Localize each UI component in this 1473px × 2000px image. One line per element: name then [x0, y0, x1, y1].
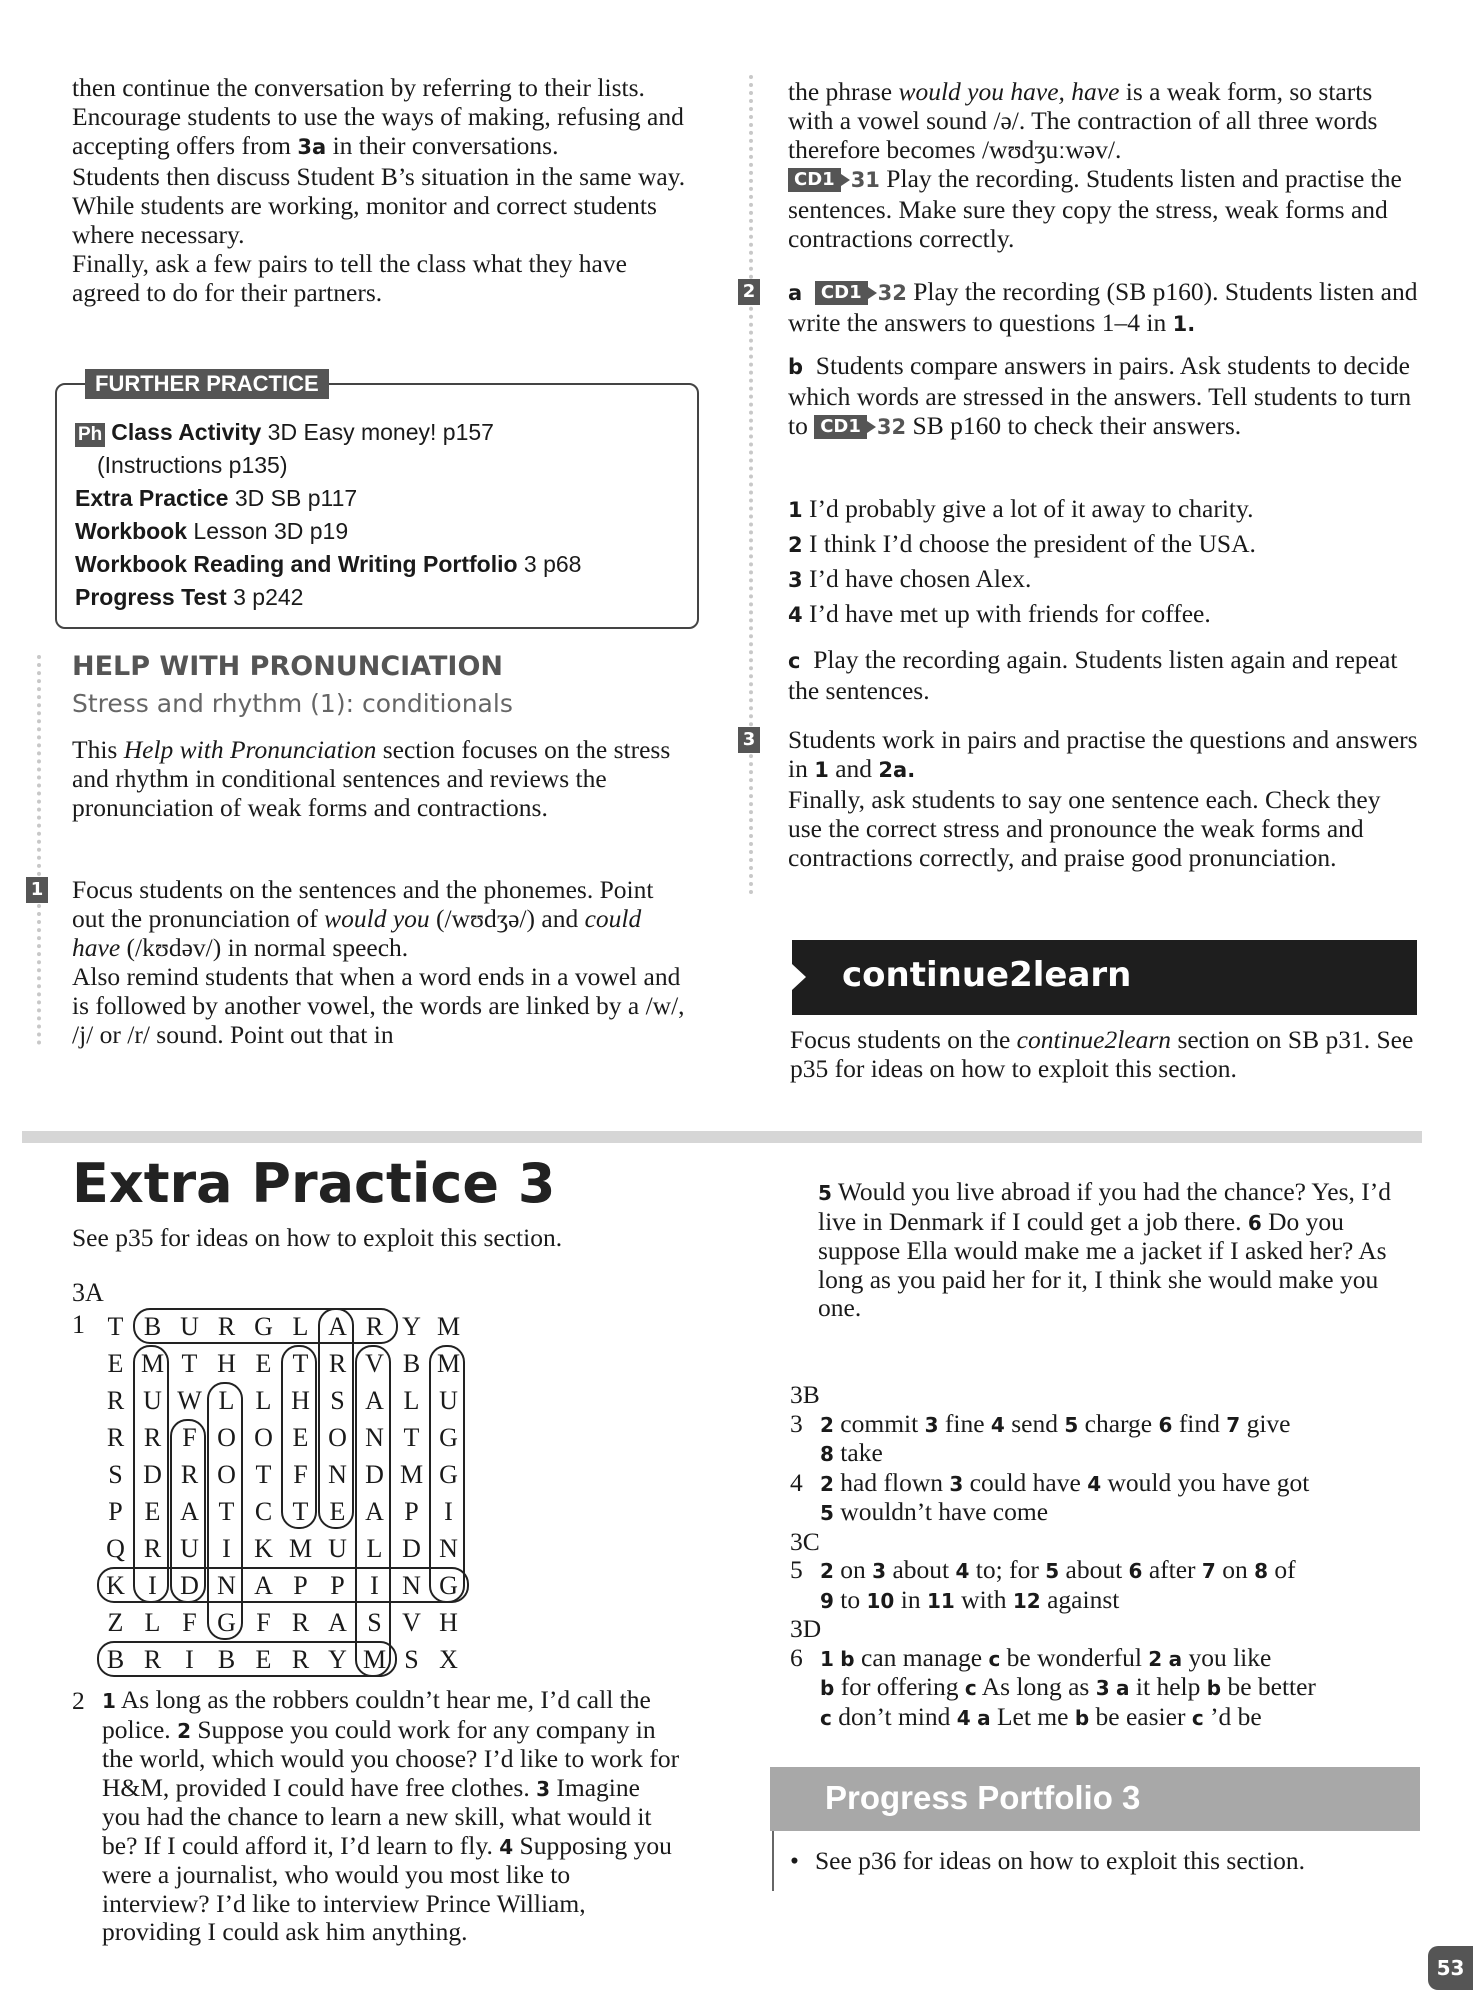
portfolio-rule	[772, 1831, 774, 1891]
paragraph: then continue the conversation by referring to their lists. Encourage students to use the ways of making, refusing and accepting offers from 3a in their conversations.	[72, 73, 684, 160]
pronunciation-step1: Focus students on the sentences and the phonemes. Point out the pronunciation of would you (/wʊdʒə/) and could have (/kʊdəv/) in normal speech. Also remind students that when a word ends in a vowel and is followed by another vowel, the words are linked by a /w/, /j/ or /r/ sound. Point out that in	[72, 875, 685, 1049]
answer-item: 1 I’d probably give a lot of it away to charity.	[788, 494, 1254, 523]
answer-item: 4 I’d have met up with friends for coffee.	[788, 599, 1211, 628]
pronunciation-heading: HELP WITH PRONUNCIATION	[72, 651, 503, 682]
section-3a: 3A	[72, 1278, 104, 1307]
answer-item: 2 I think I’d choose the president of the USA.	[788, 529, 1256, 558]
section-3c: 3C	[790, 1526, 820, 1556]
fp-item: Workbook Reading and Writing Portfolio 3 p68	[75, 551, 582, 577]
further-practice-tab: FURTHER PRACTICE	[85, 369, 329, 399]
paragraph: Finally, ask a few pairs to tell the class what they have agreed to do for their partners.	[72, 249, 627, 307]
answer-item: 3 I’d have chosen Alex.	[788, 564, 1032, 593]
cd-icon: CD1	[788, 168, 841, 192]
page-number-tab	[1428, 1946, 1473, 1990]
step-number: 2	[738, 279, 760, 305]
step2: a CD1 32 Play the recording (SB p160). Students listen and write the answers to questions 1–4 in 1. b Students compare answers in pairs. Ask students to decide which words are stressed in the answers. Tell students to turn to CD1 32 SB p160 to check their answers.	[788, 277, 1418, 440]
continue2learn-banner	[792, 940, 1417, 1015]
section-divider	[22, 1131, 1422, 1143]
ph-icon: Ph	[75, 423, 105, 447]
ex6-answers: 6 1 b can manage c be wonderful 2 a you like b for offering c As long as 3 a it help b be better c don’t mind 4 a Let me b be easier c ’d be	[790, 1642, 1316, 1731]
step2c: c Play the recording again. Students listen again and repeat the sentences.	[788, 645, 1398, 705]
dotted-margin	[749, 75, 757, 895]
bullet-icon: •	[790, 1846, 799, 1875]
page-number: 53	[1436, 1956, 1465, 1980]
ex3-answers: 3 2 commit 3 fine 4 send 5 charge 6 find 7 give 8 take	[790, 1408, 1291, 1467]
q2-right: 5 Would you live abroad if you had the chance? Yes, I’d live in Denmark if I could get a job there. 6 Do you suppose Ella would make me a jacket if I asked her? As long as you paid her for it, I think she would make you one.	[818, 1177, 1391, 1322]
fp-item: Extra Practice 3D SB p117	[75, 485, 358, 511]
exercise-number: 2	[72, 1686, 85, 1715]
fp-item-sub: (Instructions p135)	[97, 452, 288, 478]
answers-3b-3d	[790, 1381, 1420, 1732]
ex4-answers: 4 2 had flown 3 could have 4 would you have got 5 wouldn’t have come	[790, 1467, 1310, 1526]
answers-list	[788, 492, 1418, 632]
pronunciation-subheading: Stress and rhythm (1): conditionals	[72, 689, 513, 718]
ex5-answers: 5 2 on 3 about 4 to; for 5 about 6 after 7 on 8 of 9 to 10 in 11 with 12 against	[790, 1555, 1296, 1614]
arrow-icon	[792, 964, 806, 990]
fp-item: Progress Test 3 p242	[75, 584, 304, 610]
fp-item: Workbook Lesson 3D p19	[75, 518, 349, 544]
section-3d: 3D	[790, 1614, 822, 1643]
word-search-grid: T B U R G L A R Y M E M T H E T R V B M R U W L L H S A L U R R F O O E O N T G S D R O T F N D M G P E A T C T E A P I Q R U I K M U L D N K I D N A P P I N G Z L F G F R A S V H B R I B E R Y M S X	[97, 1308, 547, 1688]
cd-icon: CD1	[815, 281, 868, 305]
step-number: 1	[26, 877, 48, 903]
cd-icon: CD1	[814, 415, 867, 439]
step-number: 3	[738, 727, 760, 753]
paragraph: Students then discuss Student B’s situation in the same way. While students are working, monitor and correct students where necessary.	[72, 162, 686, 249]
extra-practice-title: Extra Practice 3	[72, 1152, 556, 1215]
exercise-number: 1	[72, 1310, 85, 1339]
further-practice-list	[75, 416, 685, 614]
dotted-margin	[37, 655, 45, 1045]
continue2learn-text: Focus students on the continue2learn section on SB p31. See p35 for ideas on how to exploit this section.	[790, 1025, 1414, 1083]
right-top-text: the phrase would you have, have is a weak form, so starts with a vowel sound /ə/. The contraction of all three words therefore becomes /wʊdʒuːwəv/. CD1 31 Play the recording. Students listen and practise the sentences. Make sure they copy the stress, weak forms and contractions correctly.	[788, 77, 1402, 253]
progress-portfolio-item: • See p36 for ideas on how to exploit this section.	[790, 1846, 1306, 1875]
progress-portfolio-banner	[770, 1767, 1420, 1831]
pronunciation-intro: This Help with Pronunciation section focuses on the stress and rhythm in conditional sentences and reviews the pronunciation of weak forms and contractions.	[72, 735, 671, 822]
left-top-text	[72, 73, 692, 307]
q2-left: 1 As long as the robbers couldn’t hear me, I’d call the police. 2 Suppose you could work for any company in the world, which would you choose? I’d like to work for H&M, provided I could have free clothes. 3 Imagine you had the chance to learn a new skill, what would it be? If I could afford it, I’d learn to fly. 4 Supposing you were a journalist, who would you most like to interview? I’d like to interview Prince William, providing I could ask him anything.	[102, 1685, 680, 1946]
progress-portfolio-title: Progress Portfolio 3	[825, 1779, 1141, 1816]
step3: Students work in pairs and practise the questions and answers in 1 and 2a. Finally, ask students to say one sentence each. Check they use the correct stress and pronounce the weak forms and contractions correctly, and praise good pronunciation.	[788, 725, 1418, 872]
continue2learn-title: continue2learn	[842, 955, 1132, 995]
fp-item: Ph Class Activity 3D Easy money! p157	[75, 416, 685, 449]
extra-practice-intro: See p35 for ideas on how to exploit this section.	[72, 1223, 563, 1252]
section-3b: 3B	[790, 1380, 820, 1409]
